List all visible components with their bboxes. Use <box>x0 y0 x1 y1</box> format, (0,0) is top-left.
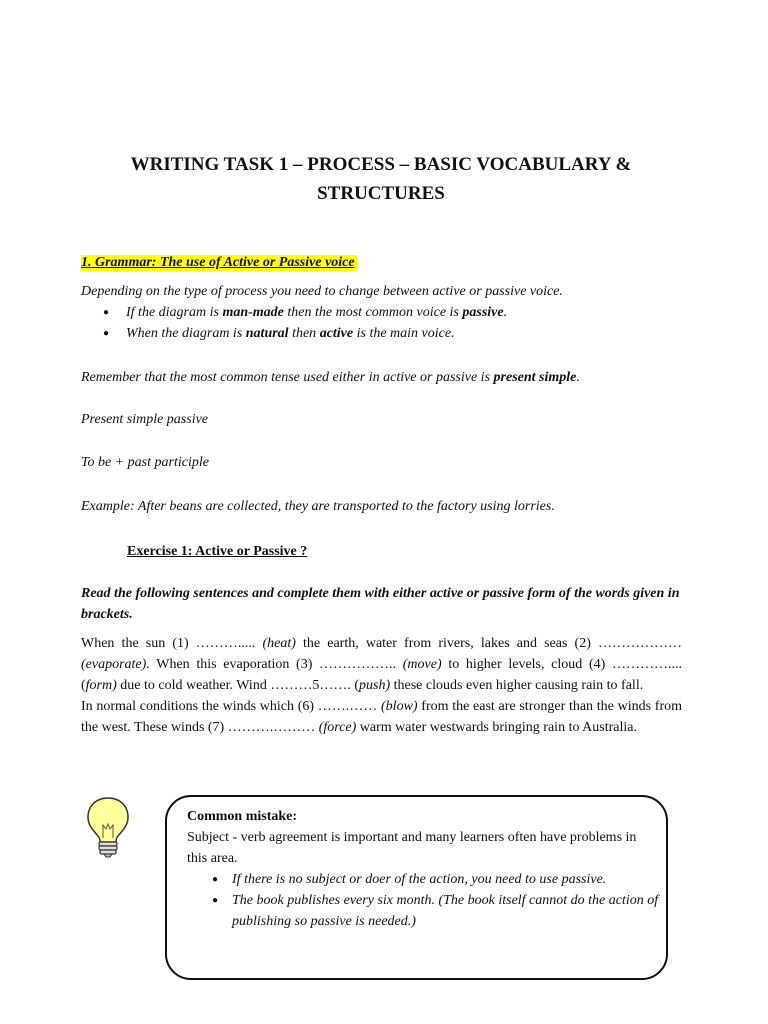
present-simple-passive-label: Present simple passive <box>81 412 209 427</box>
list-item: ● When the diagram is natural then active is the main voice. <box>81 323 682 344</box>
section-heading-grammar <box>81 252 682 273</box>
callout-list <box>187 869 659 932</box>
highlighted-heading-text: 1. Grammar: The use of Active or Passive voice <box>81 255 355 270</box>
passive-formula-text: To be + past participle <box>81 455 209 470</box>
exercise-paragraph: In normal conditions the winds which (6) …….…… (blow) from the east are stronger than the winds from the west. These winds (7) ……….……… (force) warm water westwards bringing rain to Australia. <box>81 699 682 735</box>
list-item: ● If there is no subject or doer of the action, you need to use passive. <box>187 869 659 890</box>
list-item: ● The book publishes every six month. (The book itself cannot do the action of publishing so passive is needed.) <box>187 890 659 932</box>
list-item: ● If the diagram is man-made then the most common voice is passive. <box>81 302 682 323</box>
grammar-intro-text: Depending on the type of process you need to change between active or passive voice. <box>81 284 563 299</box>
exercise-title: Exercise 1: Active or Passive ? <box>127 544 308 559</box>
exercise-text <box>81 633 682 738</box>
common-mistake-content <box>187 806 659 932</box>
example-sentence: Example: After beans are collected, they are transported to the factory using lorries. <box>81 499 555 514</box>
page-title: WRITING TASK 1 – PROCESS – BASIC VOCABULARY & STRUCTURES <box>130 154 632 204</box>
callout-heading: Common mistake: <box>187 809 298 824</box>
voice-rules-list <box>81 302 682 344</box>
callout-body: Subject - verb agreement is important and many learners often have problems in this area. <box>187 830 637 866</box>
tense-note-text: Remember that the most common tense used either in active or passive is present simple. <box>81 370 580 385</box>
exercise-paragraph: When the sun (1) ………..... (heat) the earth, water from rivers, lakes and seas (2) ……………… (evaporate). When this evaporation (3) …………….. (move) to higher levels, cloud (4) ………….... (form) due to cold weather. Wind ………5……. (push) these clouds even higher causing rain to fall. <box>81 636 683 693</box>
lightbulb-icon <box>84 795 132 859</box>
exercise-instructions: Read the following sentences and complete them with either active or passive form of the words given in brackets. <box>81 586 680 622</box>
